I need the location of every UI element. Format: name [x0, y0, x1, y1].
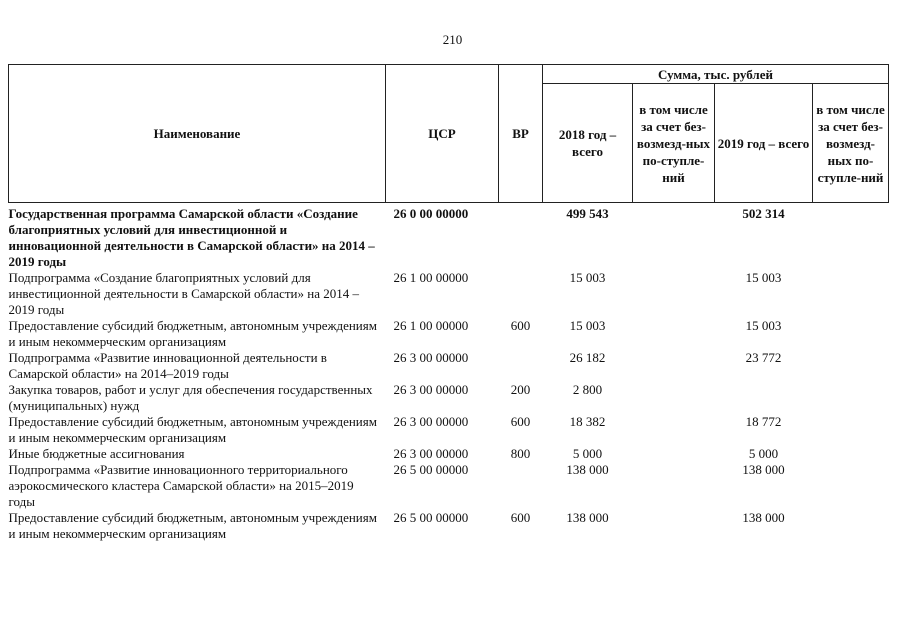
table-row: [9, 414, 889, 446]
header-2018-incl: в том числе за счет без-возмезд-ных по-ступле-ний: [633, 84, 715, 203]
table-row: [9, 203, 889, 271]
page-number: 210: [442, 32, 463, 47]
row-2019-incl: [813, 270, 889, 318]
header-2019-total: 2019 год – всего: [715, 84, 813, 203]
row-2019-incl: [813, 414, 889, 446]
row-2019-incl: [813, 462, 889, 510]
table-header: [9, 65, 889, 203]
header-name: Наименование: [9, 65, 386, 203]
row-csr: 26 1 00 00000: [393, 318, 469, 333]
row-vr: 200: [510, 382, 531, 397]
row-2019-total: 15 003: [745, 318, 782, 333]
table-row: [9, 462, 889, 510]
row-csr: 26 1 00 00000: [393, 270, 469, 285]
row-vr: [499, 350, 543, 382]
row-2019-total: 138 000: [742, 462, 785, 477]
row-vr: [499, 203, 543, 271]
header-2018-total: 2018 год – всего: [543, 84, 633, 203]
header-csr: ЦСР: [386, 65, 499, 203]
row-csr: 26 5 00 00000: [393, 510, 469, 525]
row-2019-total: 5 000: [748, 446, 779, 461]
row-csr: 26 3 00 00000: [393, 414, 469, 429]
row-2019-incl: [813, 382, 889, 414]
row-2019-incl: [813, 446, 889, 462]
row-2019-incl: [813, 510, 889, 542]
row-2018-incl: [633, 318, 715, 350]
row-csr: 26 3 00 00000: [393, 446, 469, 461]
row-name: Предоставление субсидий бюджетным, автономным учреждениям и иным некоммерческим организациям: [8, 414, 377, 445]
header-sum-group: Сумма, тыс. рублей: [543, 65, 889, 84]
table-row: [9, 446, 889, 462]
row-name: Иные бюджетные ассигнования: [8, 446, 185, 461]
table-row: [9, 350, 889, 382]
row-vr: [499, 270, 543, 318]
row-2019-total: 18 772: [745, 414, 782, 429]
table-body: [9, 203, 889, 543]
row-name: Подпрограмма «Развитие инновационной деятельности в Самарской области» на 2014–2019 годы: [8, 350, 327, 381]
row-2018-incl: [633, 462, 715, 510]
row-2018-total: 15 003: [569, 318, 606, 333]
row-name: Подпрограмма «Развитие инновационного территориального аэрокосмического кластера Самарской области» на 2015–2019 годы: [8, 462, 354, 509]
row-2018-total: 5 000: [572, 446, 603, 461]
table-row: [9, 382, 889, 414]
row-name: Закупка товаров, работ и услуг для обеспечения государственных (муниципальных) нужд: [8, 382, 373, 413]
row-vr: 600: [510, 318, 531, 333]
row-2019-incl: [813, 318, 889, 350]
row-2019-incl: [813, 203, 889, 271]
row-vr: [499, 462, 543, 510]
row-csr: 26 0 00 00000: [393, 206, 469, 221]
row-2019-total: [715, 382, 813, 414]
row-2019-total: 23 772: [745, 350, 782, 365]
row-2018-total: 26 182: [569, 350, 606, 365]
row-2018-total: 2 800: [572, 382, 603, 397]
row-name: Предоставление субсидий бюджетным, автономным учреждениям и иным некоммерческим организациям: [8, 318, 377, 349]
row-2018-total: 138 000: [566, 510, 609, 525]
row-vr: 600: [510, 414, 531, 429]
table-row: [9, 270, 889, 318]
row-name: Предоставление субсидий бюджетным, автономным учреждениям и иным некоммерческим организациям: [8, 510, 377, 541]
row-2018-total: 15 003: [569, 270, 606, 285]
row-2019-total: 502 314: [742, 206, 785, 221]
row-2018-incl: [633, 382, 715, 414]
row-2018-incl: [633, 510, 715, 542]
row-2018-total: 18 382: [569, 414, 606, 429]
row-2018-total: 499 543: [566, 206, 609, 221]
row-2019-total: 138 000: [742, 510, 785, 525]
row-csr: 26 3 00 00000: [393, 350, 469, 365]
row-2018-incl: [633, 446, 715, 462]
table-row: [9, 318, 889, 350]
row-csr: 26 3 00 00000: [393, 382, 469, 397]
row-csr: 26 5 00 00000: [393, 462, 469, 477]
row-2019-total: 15 003: [745, 270, 782, 285]
budget-table: [8, 64, 889, 542]
header-vr: ВР: [499, 65, 543, 203]
row-2018-incl: [633, 414, 715, 446]
row-vr: 800: [510, 446, 531, 461]
row-2018-incl: [633, 203, 715, 271]
row-2018-incl: [633, 350, 715, 382]
row-2018-incl: [633, 270, 715, 318]
row-name: Подпрограмма «Создание благоприятных условий для инвестиционной деятельности в Самарской области» на 2014 – 2019 годы: [8, 270, 359, 317]
row-vr: 600: [510, 510, 531, 525]
row-2019-incl: [813, 350, 889, 382]
row-name: Государственная программа Самарской области «Создание благоприятных условий для инвестиционной и инновационной деятельности в Самарской области» на 2014 – 2019 годы: [8, 206, 375, 269]
table-row: [9, 510, 889, 542]
header-2019-incl: в том числе за счет без-возмезд-ных по-ступле-ний: [813, 84, 889, 203]
row-2018-total: 138 000: [566, 462, 609, 477]
